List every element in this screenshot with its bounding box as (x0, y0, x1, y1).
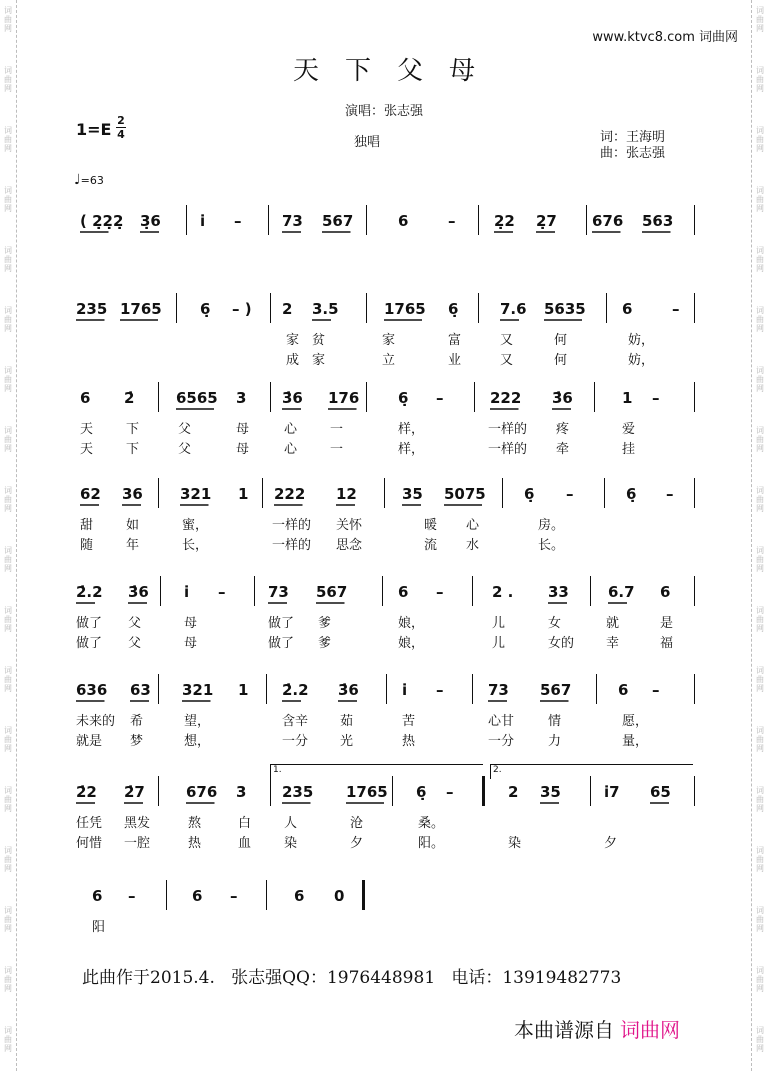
note-group: 321 (182, 681, 214, 699)
lyric-verse-2: 心 (284, 442, 298, 457)
note-group: 2 (508, 783, 519, 801)
note-group: 3̇6 (338, 681, 359, 699)
lyric-verse-2: 长。 (538, 538, 565, 553)
lyric-verse-1: 就 (606, 616, 620, 631)
lyric-verse-2: 一腔 (124, 836, 151, 851)
note-group: 62 (80, 485, 101, 503)
watermark-char-group: 词 曲 网 (4, 246, 12, 273)
watermark-char-group: 词 曲 网 (756, 966, 764, 993)
note-group: – (128, 887, 136, 905)
lyric-verse-2: 梦 (130, 734, 144, 749)
lyric-verse-1: 又 (500, 333, 514, 348)
note-group: 3̇6 (552, 389, 573, 407)
note-group: 6̣ (448, 300, 459, 318)
lyric-verse-1: 黑发 (124, 816, 151, 831)
note-group: – (666, 485, 674, 503)
lyric-verse-2: 血 (238, 836, 252, 851)
lyricist-credit: 词：王海明 (600, 130, 666, 145)
lyric-verse-2: 何惜 (76, 836, 103, 851)
note-group: 222 (490, 389, 522, 407)
lyric-verse-2: 又 (500, 353, 514, 368)
lyric-verse-2: 长， (182, 538, 209, 553)
note-group: 222 (274, 485, 306, 503)
watermark-char-group: 词 曲 网 (756, 186, 764, 213)
site-url[interactable]: www.ktvc8.com 词曲网 (592, 30, 738, 45)
note-group: – (234, 212, 242, 230)
watermark-char-group: 词 曲 网 (4, 66, 12, 93)
note-group: 36 (122, 485, 143, 503)
lyric-verse-1: 愿， (622, 714, 649, 729)
note-group: 6 (622, 300, 633, 318)
lyric-verse-1: 家 (286, 333, 300, 348)
first-ending-bracket: 1. (270, 764, 483, 779)
note-group: 12 (336, 485, 357, 503)
lyric-verse-2: 业 (448, 353, 462, 368)
lyric-verse-2: 染 (284, 836, 298, 851)
lyric-verse-1: 关怀 (336, 518, 363, 533)
lyric-verse-1: 爱 (622, 422, 636, 437)
note-group: – (566, 485, 574, 503)
note-group: 6 (398, 212, 409, 230)
watermark-char-group: 词 曲 网 (756, 366, 764, 393)
lyric-verse-2: 爹 (318, 636, 332, 651)
lyric-verse-1: 心 (284, 422, 298, 437)
note-group: – ) (232, 300, 252, 318)
note-group: ( 2̣2̣2̣ (80, 212, 124, 230)
lyric-verse-1: 贫 (312, 333, 326, 348)
note-group: 5635 (544, 300, 586, 318)
beam-layer (0, 576, 768, 616)
lyric-verse-1: 心 (466, 518, 480, 533)
lyric-verse-2: 思念 (336, 538, 363, 553)
lyric-verse-1: 女 (548, 616, 562, 631)
note-group: 6 (618, 681, 629, 699)
watermark-char-group: 词 曲 网 (756, 846, 764, 873)
note-group: 65 (650, 783, 671, 801)
beam-layer (0, 674, 768, 714)
watermark-char-group: 词 曲 网 (4, 606, 12, 633)
lyric-verse-2: 做了 (76, 636, 103, 651)
note-group: 1 (238, 681, 249, 699)
lyric-verse-1: 熬 (188, 816, 202, 831)
key-signature: 1=E (76, 120, 112, 139)
note-group: 176 (328, 389, 360, 407)
watermark-char-group: 词 曲 网 (756, 486, 764, 513)
note-group: 563 (642, 212, 674, 230)
note-group: – (218, 583, 226, 601)
lyric-verse-2: 一 (330, 442, 344, 457)
note-group: 3 (236, 389, 247, 407)
note-group: 3̇6 (128, 583, 149, 601)
watermark-char-group: 词 曲 网 (4, 666, 12, 693)
note-group: 567 (540, 681, 572, 699)
beam-layer (0, 293, 768, 333)
lyric-verse-1: 爹 (318, 616, 332, 631)
watermark-char-group: 词 曲 网 (756, 426, 764, 453)
lyric-verse-1: 娘， (398, 616, 425, 631)
lyric-verse-2: 家 (312, 353, 326, 368)
note-group: 6̣ (416, 783, 427, 801)
lyric-verse-1: 房。 (538, 518, 565, 533)
lyric-verse-1: 母 (184, 616, 198, 631)
note-group: 3.5 (312, 300, 339, 318)
watermark-char-group: 词 曲 网 (4, 6, 12, 33)
note-group: i̇ (200, 212, 206, 230)
lyric-verse-2: 天 (80, 442, 94, 457)
lyric-verse-2: 量， (622, 734, 649, 749)
lyric-verse-1: 天 (80, 422, 94, 437)
note-group: 6̣ (200, 300, 211, 318)
note-group: i̇ (402, 681, 408, 699)
lyric-verse-1: 妨， (628, 333, 655, 348)
note-group: 2̇.2 (282, 681, 309, 699)
quarter-note-icon: ♩ (74, 172, 81, 188)
lyric-verse-2: 夕 (604, 836, 618, 851)
lyric-verse-2: 样， (398, 442, 425, 457)
note-group: 73 (488, 681, 509, 699)
lyric-verse-1: 暖 (424, 518, 438, 533)
lyric-verse-2: 一分 (282, 734, 309, 749)
note-group: 676 (186, 783, 218, 801)
lyric-verse-1: 任凭 (76, 816, 103, 831)
note-group: 3̇6 (282, 389, 303, 407)
watermark-char-group: 词 曲 网 (4, 786, 12, 813)
lyric-verse-2: 妨， (628, 353, 655, 368)
lyric-verse-1: 希 (130, 714, 144, 729)
watermark-char-group: 词 曲 网 (756, 666, 764, 693)
lyric-verse-2: 立 (382, 353, 396, 368)
note-group: 6 (192, 887, 203, 905)
lyric-verse-2: 下 (126, 442, 140, 457)
note-group: i̇ (184, 583, 190, 601)
time-numerator: 2 (117, 114, 125, 127)
lyric-verse-1: 何 (554, 333, 568, 348)
watermark-char-group: 词 曲 网 (4, 1026, 12, 1053)
note-group: 33 (548, 583, 569, 601)
time-denominator: 4 (117, 128, 125, 141)
note-group: 35 (402, 485, 423, 503)
note-group: 0 (334, 887, 345, 905)
lyric-verse-2: 娘， (398, 636, 425, 651)
watermark-char-group: 词 曲 网 (756, 1026, 764, 1053)
watermark-char-group: 词 曲 网 (756, 126, 764, 153)
note-group: 6̣ (398, 389, 409, 407)
composition-info: 此曲作于2015.4. 张志强QQ：1976448981 电话：13919482773 (82, 968, 622, 988)
lyric-verse-2: 一样的 (488, 442, 528, 457)
note-group: 2̣2 (494, 212, 515, 230)
note-group: – (652, 681, 660, 699)
lyric-verse-2: 一分 (488, 734, 515, 749)
lyric-verse-2: 福 (660, 636, 674, 651)
note-group: 2̣7 (536, 212, 557, 230)
note-group: 235 (76, 300, 108, 318)
source-brand[interactable]: 词曲网 (620, 1018, 680, 1042)
note-group: 63 (130, 681, 151, 699)
lyric-verse-1: 样， (398, 422, 425, 437)
lyric-verse-1: 如 (126, 518, 140, 533)
lyric-verse-1: 家 (382, 333, 396, 348)
note-group: 567 (322, 212, 354, 230)
beam-layer (0, 776, 768, 816)
note-group: 7.6 (500, 300, 527, 318)
lyric-verse-2: 母 (184, 636, 198, 651)
note-group: 1 (238, 485, 249, 503)
note-group: – (448, 212, 456, 230)
lyric-verse-1: 人 (284, 816, 298, 831)
lyric-verse-1: 桑。 (418, 816, 445, 831)
lyric-verse-2: 热 (188, 836, 202, 851)
lyric-verse-1: 儿 (492, 616, 506, 631)
note-group: – (436, 583, 444, 601)
note-group: – (672, 300, 680, 318)
note-group: 2 (282, 300, 293, 318)
note-group: 6.7 (608, 583, 635, 601)
note-group: 676 (592, 212, 624, 230)
lyric-verse-2: 何 (554, 353, 568, 368)
lyric-verse-2: 就是 (76, 734, 103, 749)
note-group: 2 . (492, 583, 514, 601)
lyric-verse-1: 沧 (350, 816, 364, 831)
lyric-verse-1: 心甘 (488, 714, 515, 729)
watermark-char-group: 词 曲 网 (4, 966, 12, 993)
note-group: 73 (282, 212, 303, 230)
lyric-verse-2: 女的 (548, 636, 575, 651)
lyric-verse-2: 夕 (350, 836, 364, 851)
lyric-verse-1: 父 (128, 616, 142, 631)
lyric-verse-1: 母 (236, 422, 250, 437)
lyric-verse-2: 牵 (556, 442, 570, 457)
lyric-verse-1: 是 (660, 616, 674, 631)
lyric-verse-1: 甜 (80, 518, 94, 533)
lyric-verse-2: 水 (466, 538, 480, 553)
beam-layer (0, 478, 768, 518)
lyric-verse-1: 情 (548, 714, 562, 729)
watermark-char-group: 词 曲 网 (756, 786, 764, 813)
lyric-verse-2: 热 (402, 734, 416, 749)
lyric-verse-2: 幸 (606, 636, 620, 651)
beam-layer (0, 880, 768, 920)
note-group: – (652, 389, 660, 407)
watermark-char-group: 词 曲 网 (756, 246, 764, 273)
lyric-verse-2: 父 (178, 442, 192, 457)
lyric-verse-2: 一样的 (272, 538, 312, 553)
note-group: 6 (92, 887, 103, 905)
lyric-verse-1: 下 (126, 422, 140, 437)
note-group: 73 (268, 583, 289, 601)
note-group: 2̇.2 (76, 583, 103, 601)
lyric-verse-1: 做了 (76, 616, 103, 631)
lyric-verse-1: 一 (330, 422, 344, 437)
lyric-verse-1: 白 (238, 816, 252, 831)
lyric-verse-2: 儿 (492, 636, 506, 651)
lyric-verse-1: 一样的 (272, 518, 312, 533)
watermark-char-group: 词 曲 网 (4, 906, 12, 933)
lyric-verse-1: 富 (448, 333, 462, 348)
note-group: 6̣ (626, 485, 637, 503)
lyric-verse-2: 染 (508, 836, 522, 851)
note-group: 6̣ (524, 485, 535, 503)
watermark-char-group: 词 曲 网 (756, 66, 764, 93)
note-group: – (436, 389, 444, 407)
lyric-verse-2: 力 (548, 734, 562, 749)
lyric-verse-1: 疼 (556, 422, 570, 437)
note-group: 2̇7 (124, 783, 145, 801)
note-group: – (230, 887, 238, 905)
note-group: 2̇ (124, 389, 135, 407)
watermark-char-group: 词 曲 网 (4, 186, 12, 213)
composer-credit: 曲：张志强 (600, 146, 666, 161)
note-group: 636 (76, 681, 108, 699)
performance-style: 独唱 (354, 135, 381, 150)
watermark-char-group: 词 曲 网 (4, 426, 12, 453)
watermark-char-group: 词 曲 网 (4, 546, 12, 573)
lyric-verse-1: 蜜， (182, 518, 209, 533)
lyric-verse-2: 年 (126, 538, 140, 553)
note-group: 6 (294, 887, 305, 905)
note-group: 3 (236, 783, 247, 801)
watermark-char-group: 词 曲 网 (4, 126, 12, 153)
tempo-marking: ♩=63 (74, 172, 104, 188)
beam-layer (0, 205, 768, 245)
note-group: 1765 (384, 300, 426, 318)
lyric-verse-1: 含辛 (282, 714, 309, 729)
lyric-verse-2: 想， (184, 734, 211, 749)
lyric-verse-2: 做了 (268, 636, 295, 651)
source-credit (514, 1014, 680, 1043)
source-label: 本曲谱源自 (514, 1018, 614, 1042)
note-group: 1765 (120, 300, 162, 318)
note-group: 6 (660, 583, 671, 601)
watermark-char-group: 词 曲 网 (4, 306, 12, 333)
lyric-verse-2: 光 (340, 734, 354, 749)
watermark-char-group: 词 曲 网 (4, 486, 12, 513)
lyric-verse-2: 流 (424, 538, 438, 553)
lyric-verse-2: 阳。 (418, 836, 445, 851)
lyric-verse-1: 茹 (340, 714, 354, 729)
watermark-char-group: 词 曲 网 (4, 366, 12, 393)
watermark-char-group: 词 曲 网 (756, 306, 764, 333)
note-group: i̇7 (604, 783, 620, 801)
beam-layer (0, 382, 768, 422)
watermark-char-group: 词 曲 网 (756, 6, 764, 33)
note-group: 1765 (346, 783, 388, 801)
note-group: 235 (282, 783, 314, 801)
note-group: 3̣6 (140, 212, 161, 230)
song-title: 天下父母 (292, 56, 501, 86)
lyric-verse-1: 父 (178, 422, 192, 437)
lyric-verse-1: 一样的 (488, 422, 528, 437)
watermark-char-group: 词 曲 网 (756, 726, 764, 753)
watermark-char-group: 词 曲 网 (4, 846, 12, 873)
note-group: 35 (540, 783, 561, 801)
lyric-verse-1: 望， (184, 714, 211, 729)
watermark-char-group: 词 曲 网 (756, 906, 764, 933)
lyric-verse-2: 挂 (622, 442, 636, 457)
note-group: – (446, 783, 454, 801)
lyric-verse-2: 母 (236, 442, 250, 457)
lyric-verse-1: 阳 (92, 920, 106, 935)
lyric-verse-1: 苦 (402, 714, 416, 729)
note-group: 1 (622, 389, 633, 407)
note-group: 6 (398, 583, 409, 601)
note-group: 6565 (176, 389, 218, 407)
second-ending-bracket: 2. (490, 764, 693, 779)
lyric-verse-2: 父 (128, 636, 142, 651)
watermark-char-group: 词 曲 网 (756, 546, 764, 573)
note-group: 6 (80, 389, 91, 407)
watermark-char-group: 词 曲 网 (4, 726, 12, 753)
note-group: 321 (180, 485, 212, 503)
note-group: 2̇2 (76, 783, 97, 801)
lyric-verse-2: 成 (286, 353, 300, 368)
watermark-char-group: 词 曲 网 (756, 606, 764, 633)
time-signature (116, 115, 126, 140)
note-group: 5075 (444, 485, 486, 503)
lyric-verse-1: 未来的 (76, 714, 116, 729)
note-group: 567 (316, 583, 348, 601)
singer-credit: 演唱：张志强 (344, 104, 423, 119)
note-group: – (436, 681, 444, 699)
lyric-verse-2: 随 (80, 538, 94, 553)
lyric-verse-1: 做了 (268, 616, 295, 631)
